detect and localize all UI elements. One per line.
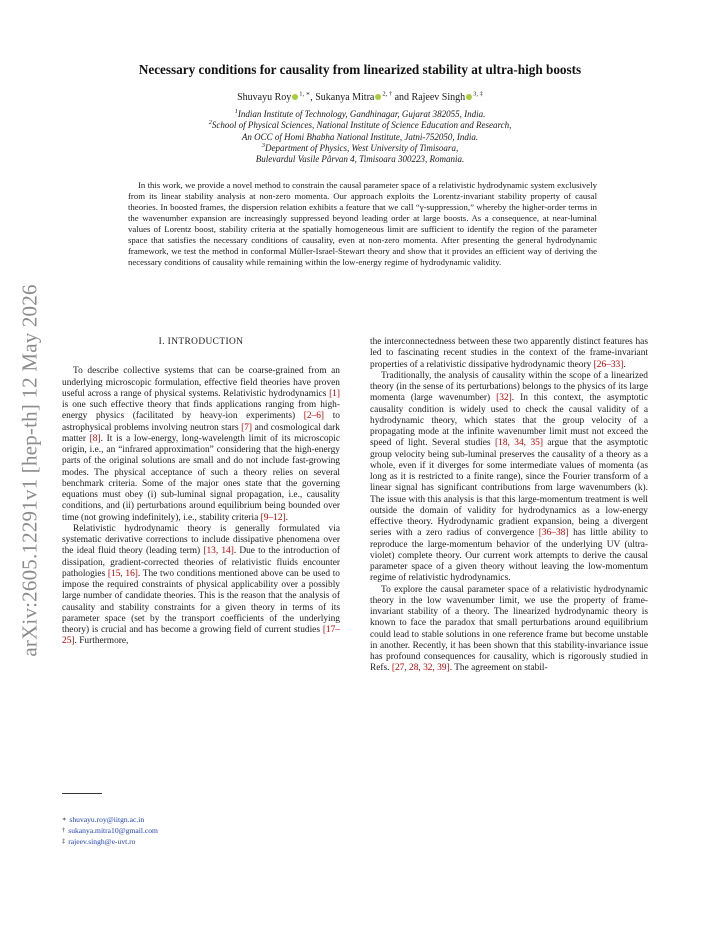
affiliation-line bbox=[60, 120, 660, 131]
affiliation-text: School of Physical Sciences, National Institute of Science Education and Research, bbox=[211, 120, 512, 131]
body-text: has little ability to reproduce the large-momentum behavior of the underlying UV (ultra-violet) complete theory. Our current work attempts to derive the causal parameter space of a given theory without leaving the low-momentum regime of relativistic hydrodynamics. bbox=[370, 528, 648, 584]
affiliation-line bbox=[60, 132, 660, 143]
orcid-icon[interactable] bbox=[375, 94, 381, 100]
body-text: . Due to the introduction of dissipation, gradient-corrected theories of relativistic fluids encounter pathologies bbox=[62, 546, 340, 579]
affiliation-text: Indian Institute of Technology, Gandhinagar, Gujarat 382055, India. bbox=[237, 109, 486, 119]
citation-link[interactable]: [13, 14] bbox=[203, 546, 234, 557]
email-link[interactable]: shuvayu.roy@iitgn.ac.in bbox=[69, 815, 145, 824]
footnote-list bbox=[62, 815, 340, 847]
abstract: In this work, we provide a novel method to constrain the causal parameter space of a relativistic hydrodynamic system exclusively from its linear stability analysis at non-zero momenta. Our approach exploits the Lorentz-invariant stability property of causal theories. In boosted frames, the dispersion relation exhibits a feature that we call “γ-suppression,” whereby the higher-order terms in the wavenumber expansion are increasingly suppressed beyond leading order at large boosts. As a consequence, at near-luminal values of Lorentz boost, stability criteria at the spatially homogeneous limit are sufficient to identify the region of the parameter space that satisfies the necessary conditions of causality, even at non-zero momenta. After presenting the general hydrodynamic framework, we test the method in conformal Müller-Israel-Stewart theory and show that it provides an efficient way of deriving the necessary conditions of causality while remaining within the low-energy regime of hydrodynamic validity. bbox=[128, 180, 597, 268]
body-paragraph bbox=[62, 524, 340, 648]
body-paragraph bbox=[62, 366, 340, 524]
affiliation-text: Department of Physics, West University of Timisoara, bbox=[265, 142, 459, 153]
author-affiliation-marker: 3, ‡ bbox=[473, 90, 483, 98]
footnote-marker: ∗ bbox=[62, 816, 67, 823]
left-column bbox=[62, 337, 340, 648]
section-heading: I. INTRODUCTION bbox=[158, 337, 244, 347]
affiliation-line bbox=[60, 154, 660, 165]
body-paragraph bbox=[370, 371, 648, 585]
footnote-marker: ‡ bbox=[62, 837, 66, 845]
author-separator: , bbox=[310, 92, 313, 103]
body-text: . The two conditions mentioned above can be used to impose the required constraints of physical applicability over a possibly large number of candidate theories. This is the reason that the analysis of causality and stability constraints for a given theory in terms of its parameter space (set by the transport coefficients of the underlying theory) is crucial and has become a growing field of current studies bbox=[62, 568, 340, 635]
author-list bbox=[60, 92, 660, 103]
orcid-icon[interactable] bbox=[466, 94, 472, 100]
body-text: To explore the causal parameter space of a relativistic hydrodynamic theory in the low wavenumber limit, we use the property of frame-invariant stability of a theory. The linearized hydrodynamic theory is known to face the paradox that small perturbations around equilibrium could lead to stable solutions in one reference frame but become unstable in another. Recently, it has been shown that this stability-invariance issue has profound consequences for causality, which is rigorously studied in Refs. bbox=[370, 584, 648, 674]
footnote bbox=[62, 826, 340, 837]
affiliation-text: An OCC of Homi Bhabha National Institute, Jatni-752050, India. bbox=[241, 131, 479, 142]
email-link[interactable]: sukanya.mitra10@gmail.com bbox=[68, 825, 158, 835]
email-link[interactable]: rajeev.singh@e-uvt.ro bbox=[68, 836, 136, 846]
right-column bbox=[370, 337, 648, 675]
body-text: . Furthermore, bbox=[74, 636, 129, 647]
citation-link[interactable]: [15, 16] bbox=[107, 568, 138, 579]
body-text: Relativistic hydrodynamic theory is generally formulated via systematic derivative corrections to include dissipative phenomena over the ideal fluid theory (leading term) bbox=[62, 523, 340, 557]
affiliation-list bbox=[60, 109, 660, 165]
arxiv-stamp-text: arXiv:2605.12291v1 [hep-th] 12 May 2026 bbox=[17, 283, 42, 657]
citation-link[interactable]: [26–33] bbox=[593, 359, 624, 370]
affiliation-line bbox=[60, 109, 660, 120]
body-paragraph bbox=[370, 585, 648, 675]
body-text: and cosmological dark matter bbox=[62, 422, 340, 444]
footnote-divider bbox=[62, 793, 102, 794]
affiliation-marker: 2 bbox=[208, 119, 212, 127]
affiliation-text: Bulevardul Vasile Pârvan 4, Timisoara 300223, Romania. bbox=[255, 154, 465, 165]
author-name: Sukanya Mitra bbox=[315, 92, 375, 103]
body-paragraph bbox=[370, 337, 648, 371]
affiliation-marker: 1 bbox=[234, 108, 238, 115]
citation-link[interactable]: [2–6] bbox=[303, 411, 325, 422]
right-column-body bbox=[370, 337, 648, 675]
author-affiliation-marker: 1, ∗ bbox=[299, 90, 311, 98]
footnote-marker: † bbox=[62, 826, 66, 834]
affiliation-line bbox=[60, 143, 660, 154]
citation-link[interactable]: [27, 28, 32, 39] bbox=[391, 663, 450, 674]
body-text: argue that the asymptotic group velocity being sub-luminal preserves the causality of a theory as a whole, even if it diverges for some intermediate values of momenta (as long as it is restricted to a finite range), since the Fourier transform of a linear signal has significant contributions from large wavenumbers (k). The issue with this analysis is that this large-momentum treatment is well outside the domain of validity for hydrodynamics as a low-energy effective theory. Hydrodynamic gradient expansion, being a divergent series with a zero radius of convergence bbox=[370, 438, 648, 539]
left-column-body bbox=[62, 366, 340, 647]
body-text: Traditionally, the analysis of causality within the scope of a linearized theory (in the sense of its perturbations) belongs to the physics of its large momenta (large wavenumber) bbox=[370, 370, 648, 404]
citation-link[interactable]: [8] bbox=[89, 433, 101, 444]
citation-link[interactable]: [9–12] bbox=[260, 512, 286, 523]
citation-link[interactable]: [36–38] bbox=[538, 528, 569, 539]
affiliation-marker: 3 bbox=[261, 141, 266, 149]
orcid-icon[interactable] bbox=[292, 94, 298, 100]
body-text: To describe collective systems that can be coarse-grained from an underlying microscopic formulation, effective field theories have proven useful across a range of physical systems. Relativistic hydrodynamics bbox=[62, 366, 340, 399]
body-text: is one such effective theory that finds applications ranging from high-energy physics (facilitated by heavy-ion experiments) bbox=[62, 400, 340, 422]
author-name: Shuvayu Roy bbox=[237, 92, 292, 103]
author-separator: and bbox=[394, 92, 410, 103]
footnote bbox=[62, 837, 340, 848]
body-text: the interconnectedness between these two apparently distinct features has led to fascinating recent studies in the context of the frame-invariant properties of a relativistic dissipative hydrodynamic theory bbox=[370, 337, 648, 370]
body-text: . In this context, the asymptotic causality condition is widely used to check the causal validity of a hydrodynamic theory, which states that the group velocity of a propagating mode at the infinite wavenumber limit must not exceed the speed of light. Several studies bbox=[370, 393, 648, 449]
body-text: . The agreement on stabil- bbox=[449, 663, 548, 674]
body-text: . It is a low-energy, long-wavelength limit of its microscopic origin, i.e., an “infrared approximation” considering that the high-energy parts of the original solutions are small and do not include fast-growing modes. The physical acceptance of such a theory relies on several benchmark criteria. Some of the major ones state that the governing equations must obey (i) sub-luminal signal propagation, i.e., causality conditions, and (ii) perturbations around equilibrium being bounded over time (not growing indefinitely), i.e., stability criteria bbox=[62, 433, 341, 523]
citation-link[interactable]: [18, 34, 35] bbox=[495, 438, 543, 449]
citation-link[interactable]: [32] bbox=[496, 393, 512, 404]
author-affiliation-marker: 2, † bbox=[382, 90, 393, 98]
body-text: . bbox=[623, 359, 626, 370]
citation-link[interactable]: [7] bbox=[241, 422, 253, 433]
author-name: Rajeev Singh bbox=[411, 92, 466, 103]
body-text: . bbox=[285, 512, 288, 523]
citation-link[interactable]: [17–25] bbox=[62, 625, 340, 647]
arxiv-identifier-stamp bbox=[8, 250, 52, 690]
body-text: to astrophysical problems involving neutron stars bbox=[62, 411, 340, 433]
citation-link[interactable]: [1] bbox=[329, 388, 340, 399]
footnote bbox=[62, 815, 340, 826]
paper-title: Necessary conditions for causality from linearized stability at ultra-high boosts bbox=[138, 62, 582, 77]
